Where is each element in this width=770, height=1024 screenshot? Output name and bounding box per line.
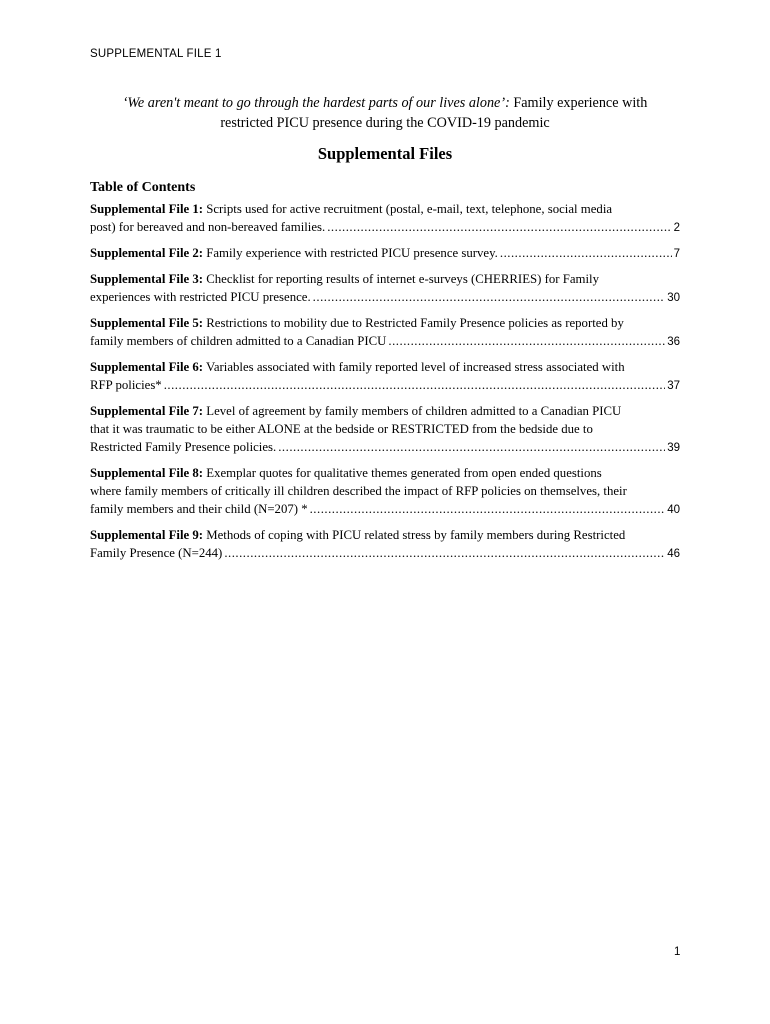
toc-entry-leader-line	[90, 376, 680, 395]
toc-entry-label: Supplemental File 7:	[90, 404, 204, 418]
title-line-2: restricted PICU presence during the COVID-19 pandemic	[220, 115, 550, 131]
toc-entry-text	[90, 218, 325, 236]
document-title	[90, 93, 680, 133]
page-number: 1	[674, 946, 681, 958]
toc-entry-leader-line	[90, 288, 680, 307]
toc-entry-label: Supplemental File 2:	[90, 246, 204, 260]
toc-entry-first-line	[90, 358, 680, 376]
toc-entry[interactable]	[90, 244, 680, 263]
toc-entry-page[interactable]: 39	[667, 442, 680, 454]
toc-entry-text: where family members of critically ill children described the impact of RFP policies on themselves, their	[90, 484, 627, 498]
title-quote: ‘We aren't meant to go through the hardest parts of our lives alone’:	[122, 95, 510, 111]
toc-title: Table of Contents	[90, 180, 196, 195]
toc-entry-first-line	[90, 464, 680, 482]
toc-entry-leader-line	[90, 218, 680, 237]
toc-entry[interactable]	[90, 314, 680, 351]
toc-entry-page[interactable]: 40	[667, 504, 680, 516]
toc-entry-text-tail: post) for bereaved and non-bereaved families.	[90, 220, 326, 234]
toc-entry-text-tail: experiences with restricted PICU presence.	[90, 290, 311, 304]
toc-entry-leader-line	[90, 500, 680, 519]
toc-entry-label: Supplemental File 9:	[90, 528, 204, 542]
toc-entry-text	[90, 288, 311, 306]
toc-entry-text: that it was traumatic to be either ALONE at the bedside or RESTRICTED from the bedside due to	[90, 422, 593, 436]
dot-leader	[388, 332, 665, 350]
toc-entry-text	[90, 332, 386, 350]
toc-entry[interactable]	[90, 402, 680, 457]
toc-entry[interactable]	[90, 270, 680, 307]
toc-entry-text-tail: Family Presence (N=244)	[90, 546, 223, 560]
toc-entry-first-line	[90, 526, 680, 544]
toc-entry[interactable]	[90, 464, 680, 519]
toc-entry-text-tail: family members of children admitted to a Canadian PICU	[90, 334, 387, 348]
toc-entry[interactable]	[90, 358, 680, 395]
toc-entry-label: Supplemental File 1:	[90, 202, 204, 216]
toc-entry-first-line	[90, 314, 680, 332]
toc-entry-text-tail: family members and their child (N=207) *	[90, 502, 308, 516]
toc-entry-text: Variables associated with family reported level of increased stress associated with	[203, 360, 625, 374]
toc-entry-label: Supplemental File 8:	[90, 466, 204, 480]
toc-entry-page[interactable]: 7	[673, 248, 680, 260]
toc-entry-first-line	[90, 402, 680, 420]
toc-entry-text-tail: Restricted Family Presence policies.	[90, 440, 277, 454]
toc-entry-page[interactable]: 2	[673, 222, 680, 234]
table-of-contents	[90, 200, 680, 570]
toc-entry-text-tail: Family experience with restricted PICU presence survey.	[203, 246, 498, 260]
dot-leader	[164, 376, 666, 394]
toc-entry-label: Supplemental File 6:	[90, 360, 204, 374]
toc-entry-label: Supplemental File 3:	[90, 272, 204, 286]
toc-entry[interactable]	[90, 200, 680, 237]
dot-leader	[310, 500, 666, 518]
title-rest: Family experience with	[509, 95, 648, 111]
toc-entry-text	[90, 500, 308, 518]
toc-entry-text: Exemplar quotes for qualitative themes generated from open ended questions	[203, 466, 602, 480]
toc-entry-label: Supplemental File 5:	[90, 316, 204, 330]
dot-leader	[224, 544, 665, 562]
dot-leader	[500, 244, 672, 262]
section-heading: Supplemental Files	[317, 144, 453, 163]
toc-entry-leader-line	[90, 438, 680, 457]
toc-entry-leader-line	[90, 244, 680, 263]
toc-entry-text: Level of agreement by family members of children admitted to a Canadian PICU	[203, 404, 622, 418]
toc-entry-text: Restrictions to mobility due to Restricted Family Presence policies as reported by	[203, 316, 624, 330]
toc-entry-first-line	[90, 200, 680, 218]
toc-entry-page[interactable]: 30	[667, 292, 680, 304]
toc-entry-text: Methods of coping with PICU related stress by family members during Restricted	[203, 528, 626, 542]
toc-entry-text	[90, 244, 498, 262]
toc-entry-page[interactable]: 36	[667, 336, 680, 348]
title-line-1	[90, 93, 680, 113]
toc-entry-first-line	[90, 270, 680, 288]
toc-entry-leader-line	[90, 544, 680, 563]
toc-entry-text	[90, 438, 276, 456]
toc-entry-text	[90, 376, 162, 394]
toc-entry-leader-line	[90, 332, 680, 351]
running-header: SUPPLEMENTAL FILE 1	[90, 48, 222, 60]
toc-entry-text: Scripts used for active recruitment (postal, e-mail, text, telephone, social media	[203, 202, 613, 216]
toc-entry-text-tail: RFP policies*	[90, 378, 162, 392]
dot-leader	[278, 438, 665, 456]
toc-entry-text: Checklist for reporting results of internet e-surveys (CHERRIES) for Family	[203, 272, 599, 286]
toc-entry-text	[90, 544, 222, 562]
toc-entry-page[interactable]: 46	[667, 548, 680, 560]
dot-leader	[313, 288, 666, 306]
toc-entry[interactable]	[90, 526, 680, 563]
toc-entry-page[interactable]: 37	[667, 380, 680, 392]
dot-leader	[327, 218, 671, 236]
